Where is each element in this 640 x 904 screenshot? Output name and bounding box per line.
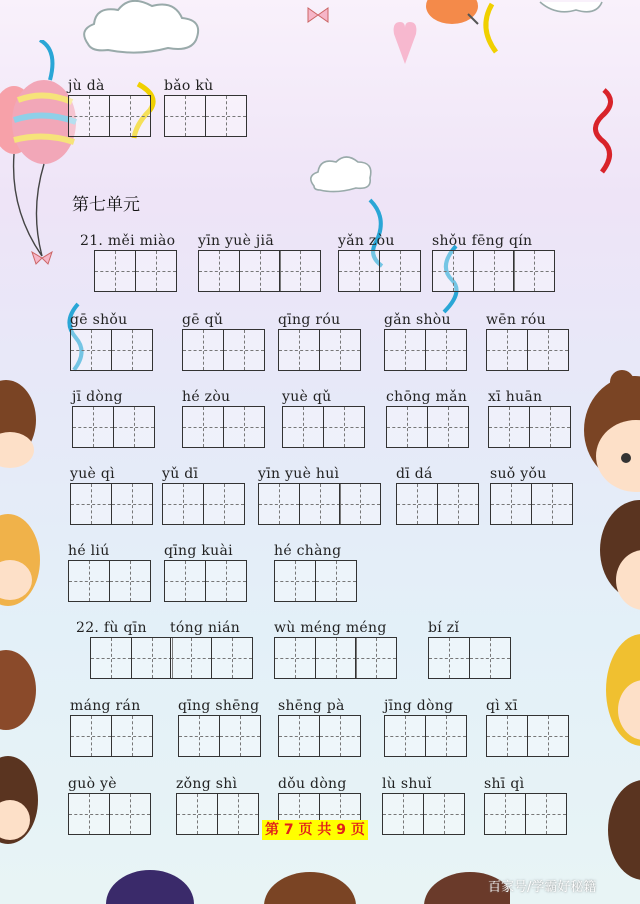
writing-boxes <box>164 95 245 137</box>
cartoon-kids-bottom <box>90 866 510 904</box>
tianzige-box[interactable] <box>274 560 316 602</box>
writing-boxes <box>282 406 363 448</box>
pinyin-label: gē shǒu <box>70 312 128 328</box>
pinyin-label: yuè qǔ <box>282 389 332 405</box>
writing-boxes <box>386 406 467 448</box>
tianzige-box[interactable] <box>68 793 110 835</box>
pinyin-label: bí zǐ <box>428 620 460 636</box>
pinyin-label: 22. fù qīn <box>76 620 147 636</box>
tianzige-box[interactable] <box>338 250 380 292</box>
pinyin-label: bǎo kù <box>164 78 214 94</box>
tianzige-box[interactable] <box>384 329 426 371</box>
tianzige-box[interactable] <box>162 483 204 525</box>
pinyin-label: shī qì <box>484 776 525 792</box>
tianzige-box[interactable] <box>486 329 528 371</box>
pinyin-label: yǎn zòu <box>338 233 395 249</box>
tianzige-box[interactable] <box>72 406 114 448</box>
tianzige-box[interactable] <box>319 715 361 757</box>
writing-boxes <box>68 95 149 137</box>
tianzige-box[interactable] <box>258 483 300 525</box>
tianzige-box[interactable] <box>111 483 153 525</box>
pinyin-label: qīng róu <box>278 312 341 328</box>
tianzige-box[interactable] <box>109 95 151 137</box>
cartoon-kids-right <box>570 360 640 904</box>
pinyin-label: yuè qì <box>70 466 115 482</box>
tianzige-box[interactable] <box>319 329 361 371</box>
writing-boxes <box>490 483 571 525</box>
tianzige-box[interactable] <box>70 483 112 525</box>
pinyin-label: jù dà <box>68 78 105 94</box>
tianzige-box[interactable] <box>178 715 220 757</box>
writing-boxes <box>94 250 175 292</box>
tianzige-box[interactable] <box>527 329 569 371</box>
tianzige-box[interactable] <box>299 483 341 525</box>
tianzige-box[interactable] <box>425 715 467 757</box>
pinyin-label: lù shuǐ <box>382 776 432 792</box>
tianzige-box[interactable] <box>70 715 112 757</box>
tianzige-box[interactable] <box>203 483 245 525</box>
tianzige-box[interactable] <box>135 250 177 292</box>
pinyin-label: máng rán <box>70 698 141 714</box>
pinyin-label: zǒng shì <box>176 776 238 792</box>
writing-boxes <box>68 560 149 602</box>
pinyin-label: 21. měi miào <box>80 233 176 249</box>
pinyin-label: qì xī <box>486 698 518 714</box>
tianzige-box[interactable] <box>131 637 173 679</box>
tianzige-box[interactable] <box>428 637 470 679</box>
writing-boxes <box>382 793 463 835</box>
page-indicator: 第 7 页 共 9 页 <box>262 820 368 840</box>
tianzige-box[interactable] <box>164 560 206 602</box>
tianzige-box[interactable] <box>488 406 530 448</box>
pinyin-label: yǔ dī <box>162 466 199 482</box>
tianzige-box[interactable] <box>425 329 467 371</box>
pinyin-label: tóng nián <box>170 620 241 636</box>
tianzige-box[interactable] <box>486 715 528 757</box>
writing-boxes <box>68 793 149 835</box>
pinyin-label: guò yè <box>68 776 117 792</box>
tianzige-box[interactable] <box>513 250 555 292</box>
tianzige-box[interactable] <box>182 329 224 371</box>
bow-icon <box>306 6 330 24</box>
tianzige-box[interactable] <box>205 95 247 137</box>
pinyin-label: dǒu dòng <box>278 776 347 792</box>
tianzige-box[interactable] <box>379 250 421 292</box>
writing-boxes <box>432 250 554 292</box>
pinyin-label: gē qǔ <box>182 312 224 328</box>
pinyin-label: hé liú <box>68 543 110 559</box>
writing-boxes <box>182 329 263 371</box>
tianzige-box[interactable] <box>278 715 320 757</box>
tianzige-box[interactable] <box>529 406 571 448</box>
tianzige-box[interactable] <box>323 406 365 448</box>
tianzige-box[interactable] <box>274 637 316 679</box>
writing-boxes <box>274 637 396 679</box>
tianzige-box[interactable] <box>111 329 153 371</box>
unit-title: 第七单元 <box>72 195 140 215</box>
pinyin-label: qīng kuài <box>164 543 233 559</box>
pinyin-label: suǒ yǒu <box>490 466 547 482</box>
pinyin-label: yīn yuè jiā <box>198 233 274 249</box>
tianzige-box[interactable] <box>111 715 153 757</box>
writing-boxes <box>486 329 567 371</box>
writing-boxes <box>182 406 263 448</box>
tianzige-box[interactable] <box>176 793 218 835</box>
pinyin-label: wù méng méng <box>274 620 387 636</box>
pinyin-label: hé zòu <box>182 389 231 405</box>
writing-boxes <box>178 715 259 757</box>
pinyin-label: chōng mǎn <box>386 389 468 405</box>
tianzige-box[interactable] <box>484 793 526 835</box>
writing-boxes <box>198 250 320 292</box>
tianzige-box[interactable] <box>423 793 465 835</box>
writing-boxes <box>176 793 257 835</box>
tianzige-box[interactable] <box>219 715 261 757</box>
writing-boxes <box>70 715 151 757</box>
tianzige-box[interactable] <box>94 250 136 292</box>
tianzige-box[interactable] <box>279 250 321 292</box>
bird-icon <box>412 0 512 60</box>
pinyin-label: wēn róu <box>486 312 546 328</box>
tianzige-box[interactable] <box>217 793 259 835</box>
tianzige-box[interactable] <box>205 560 247 602</box>
tianzige-box[interactable] <box>386 406 428 448</box>
writing-boxes <box>72 406 153 448</box>
pinyin-label: xī huān <box>488 389 543 405</box>
writing-boxes <box>428 637 509 679</box>
tianzige-box[interactable] <box>527 715 569 757</box>
writing-boxes <box>484 793 565 835</box>
tianzige-box[interactable] <box>469 637 511 679</box>
tianzige-box[interactable] <box>525 793 567 835</box>
tianzige-box[interactable] <box>182 406 224 448</box>
tianzige-box[interactable] <box>90 637 132 679</box>
tianzige-box[interactable] <box>164 95 206 137</box>
pinyin-label: jīng dòng <box>384 698 454 714</box>
tianzige-box[interactable] <box>68 95 110 137</box>
ribbon-red-icon <box>588 88 618 174</box>
cartoon-kids-left <box>0 370 44 904</box>
writing-boxes <box>486 715 567 757</box>
tianzige-box[interactable] <box>384 715 426 757</box>
pinyin-label: yīn yuè huì <box>258 466 340 482</box>
tianzige-box[interactable] <box>70 329 112 371</box>
tianzige-box[interactable] <box>109 793 151 835</box>
writing-boxes <box>274 560 355 602</box>
tianzige-box[interactable] <box>531 483 573 525</box>
tianzige-box[interactable] <box>473 250 515 292</box>
tianzige-box[interactable] <box>427 406 469 448</box>
tianzige-box[interactable] <box>490 483 532 525</box>
writing-boxes <box>70 329 151 371</box>
writing-boxes <box>384 715 465 757</box>
tianzige-box[interactable] <box>282 406 324 448</box>
tianzige-box[interactable] <box>396 483 438 525</box>
tianzige-box[interactable] <box>223 329 265 371</box>
writing-boxes <box>278 715 359 757</box>
tianzige-box[interactable] <box>223 406 265 448</box>
tianzige-box[interactable] <box>170 637 212 679</box>
pinyin-label: gǎn shòu <box>384 312 451 328</box>
tianzige-box[interactable] <box>109 560 151 602</box>
tianzige-box[interactable] <box>432 250 474 292</box>
writing-boxes <box>338 250 419 292</box>
writing-boxes <box>90 637 171 679</box>
writing-boxes <box>278 329 359 371</box>
tianzige-box[interactable] <box>315 637 357 679</box>
pinyin-label: jī dòng <box>72 389 123 405</box>
writing-boxes <box>384 329 465 371</box>
tianzige-box[interactable] <box>382 793 424 835</box>
tianzige-box[interactable] <box>339 483 381 525</box>
writing-boxes <box>164 560 245 602</box>
tianzige-box[interactable] <box>239 250 281 292</box>
writing-boxes <box>170 637 251 679</box>
cloud-right-top <box>536 0 606 16</box>
pinyin-label: qīng shēng <box>178 698 260 714</box>
tianzige-box[interactable] <box>355 637 397 679</box>
tianzige-box[interactable] <box>278 329 320 371</box>
tianzige-box[interactable] <box>211 637 253 679</box>
pinyin-label: shǒu fēng qín <box>432 233 533 249</box>
writing-boxes <box>162 483 243 525</box>
writing-boxes <box>70 483 151 525</box>
pinyin-label: dī dá <box>396 466 433 482</box>
tianzige-box[interactable] <box>68 560 110 602</box>
tianzige-box[interactable] <box>315 560 357 602</box>
pinyin-label: hé chàng <box>274 543 342 559</box>
cloud-small <box>306 154 376 194</box>
watermark: 百家号/学霸好秘籍 <box>488 880 597 895</box>
tianzige-box[interactable] <box>437 483 479 525</box>
tianzige-box[interactable] <box>113 406 155 448</box>
pinyin-label: shēng pà <box>278 698 345 714</box>
tianzige-box[interactable] <box>198 250 240 292</box>
writing-boxes <box>396 483 477 525</box>
writing-boxes <box>488 406 569 448</box>
writing-boxes <box>258 483 380 525</box>
